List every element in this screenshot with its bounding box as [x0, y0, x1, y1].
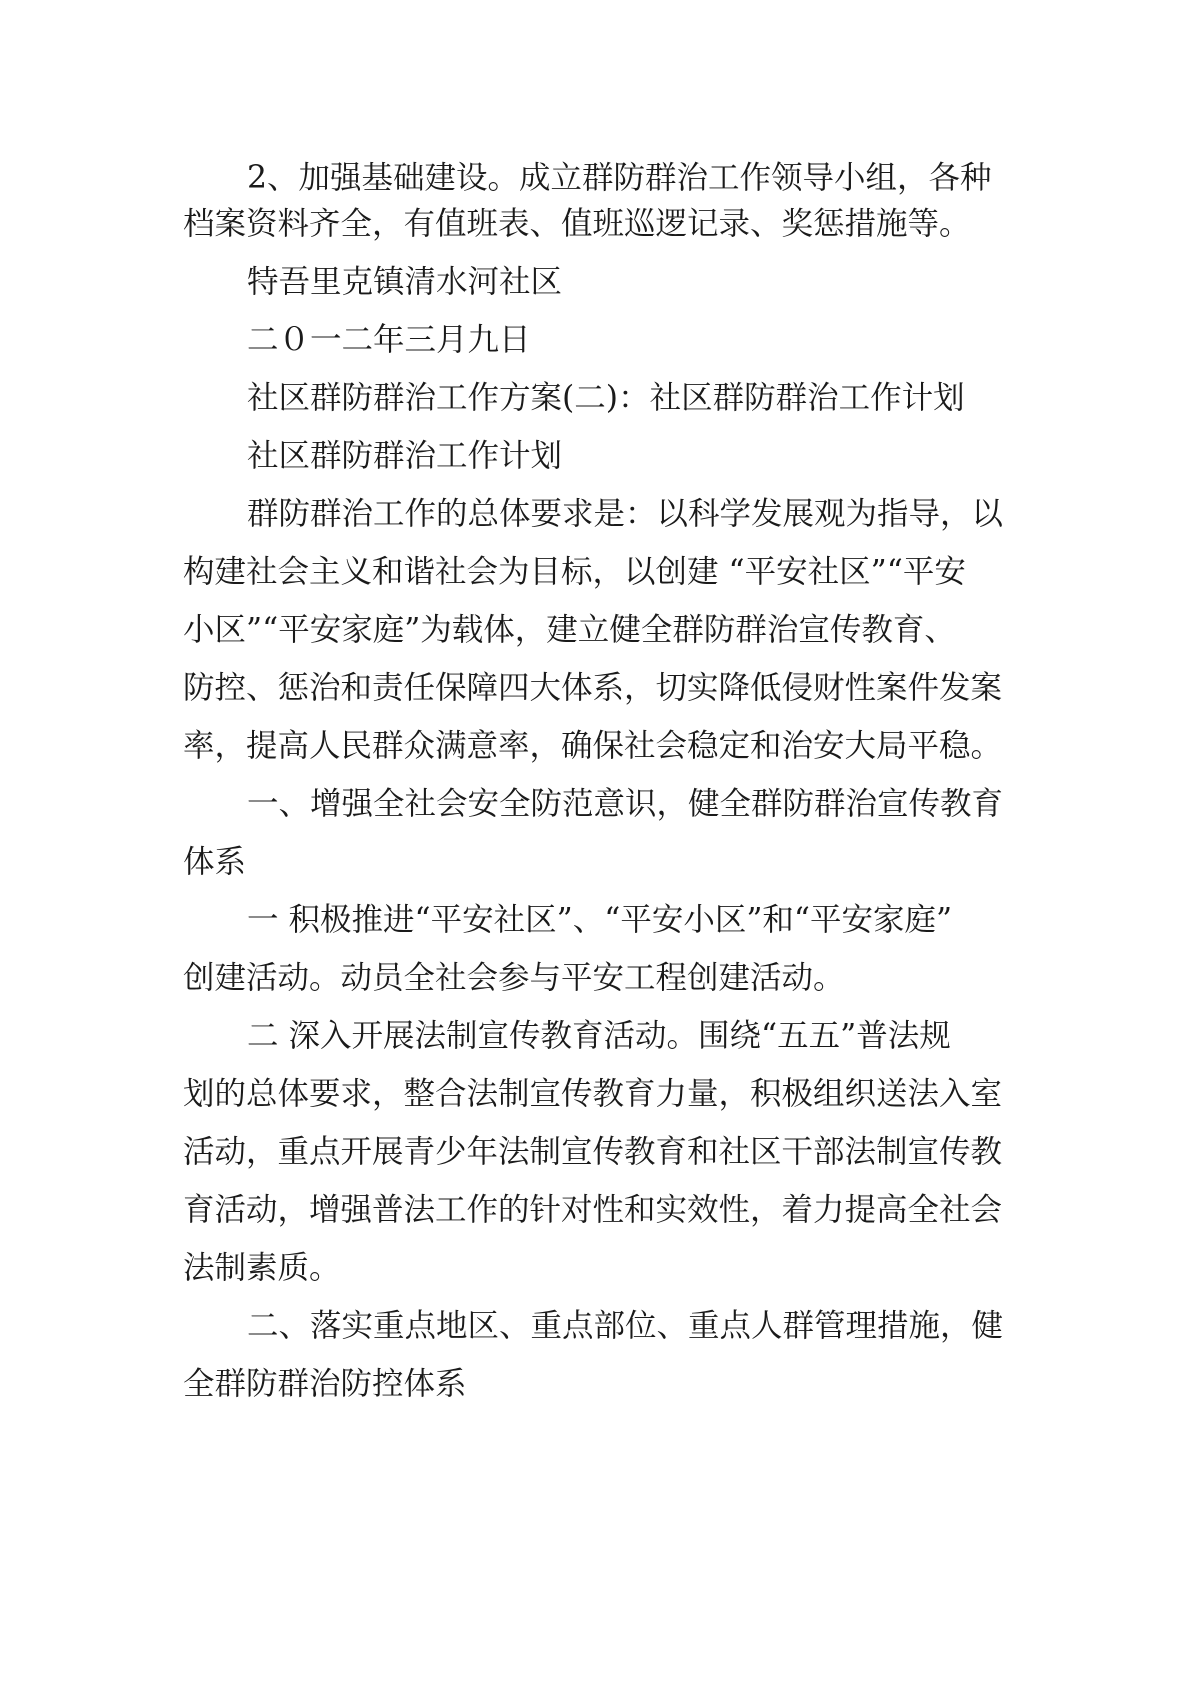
paragraph-line: 创建活动。动员全社会参与平安工程创建活动。 — [183, 960, 845, 996]
signature-organization: 特吾里克镇清水河社区 — [247, 264, 563, 300]
paragraph-line: 防控、惩治和责任保障四大体系，切实降低侵财性案件发案 — [183, 670, 1003, 706]
paragraph-line: 小区”“平安家庭”为载体，建立健全群防群治宣传教育、 — [183, 612, 956, 648]
paragraph-line: 划的总体要求，整合法制宣传教育力量，积极组织送法入室 — [183, 1076, 1003, 1112]
heading-line: 一、增强全社会安全防范意识，健全群防群治宣传教育 — [247, 786, 1004, 822]
signature-date: 二０一二年三月九日 — [247, 322, 531, 358]
paragraph-line: 一 积极推进“平安社区”、“平安小区”和“平安家庭” — [247, 902, 953, 938]
paragraph-line: 2、加强基础建设。成立群防群治工作领导小组，各种 — [247, 160, 992, 196]
heading-line: 全群防群治防控体系 — [183, 1366, 467, 1402]
heading-line: 体系 — [183, 844, 247, 880]
paragraph-line: 群防群治工作的总体要求是：以科学发展观为指导，以 — [247, 496, 1004, 532]
paragraph-line: 率，提高人民群众满意率，确保社会稳定和治安大局平稳。 — [183, 728, 1003, 764]
paragraph-line: 档案资料齐全，有值班表、值班巡逻记录、奖惩措施等。 — [183, 206, 971, 242]
paragraph-line: 二 深入开展法制宣传教育活动。围绕“五五”普法规 — [247, 1018, 951, 1054]
paragraph-line: 构建社会主义和谐社会为目标，以创建 “平安社区”“平安 — [183, 554, 966, 590]
section-title: 社区群防群治工作方案(二)：社区群防群治工作计划 — [247, 380, 965, 416]
paragraph-line: 育活动，增强普法工作的针对性和实效性，着力提高全社会 — [183, 1192, 1003, 1228]
paragraph-line: 活动，重点开展青少年法制宣传教育和社区干部法制宣传教 — [183, 1134, 1003, 1170]
paragraph-line: 法制素质。 — [183, 1250, 341, 1286]
heading-line: 二、落实重点地区、重点部位、重点人群管理措施，健 — [247, 1308, 1004, 1344]
document-title: 社区群防群治工作计划 — [247, 438, 563, 474]
